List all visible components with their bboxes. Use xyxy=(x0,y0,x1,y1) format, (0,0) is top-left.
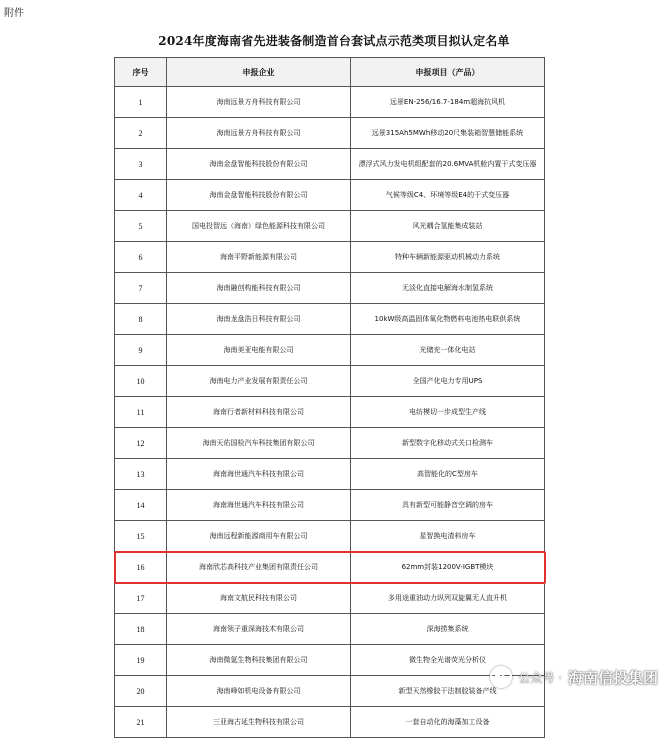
row-number: 5 xyxy=(115,211,167,242)
row-project: 一套自动化的海藻加工设备 xyxy=(351,707,545,738)
table-row xyxy=(115,335,545,366)
row-number: 18 xyxy=(115,614,167,645)
document-title: 2024年度海南省先进装备制造首台套试点示范类项目拟认定名单 xyxy=(158,34,510,48)
row-company: 海南峰如机电设备有限公司 xyxy=(167,676,351,707)
row-number: 16 xyxy=(115,552,167,583)
row-company: 海南海世通汽车科技有限公司 xyxy=(167,459,351,490)
watermark-prefix: 公众号 · xyxy=(518,670,562,685)
row-company: 海南海世通汽车科技有限公司 xyxy=(167,490,351,521)
table-row xyxy=(115,676,545,707)
table-row xyxy=(115,180,545,211)
table-row xyxy=(115,645,545,676)
row-project: 气候等级C4、环境等级E4的干式变压器 xyxy=(351,180,545,211)
table-row xyxy=(115,149,545,180)
table-row xyxy=(115,397,545,428)
row-company: 海南领子重深海技术有限公司 xyxy=(167,614,351,645)
row-project: 漂浮式风力发电机组配套的20.6MVA机舱内置干式变压器 xyxy=(351,149,545,180)
row-number: 19 xyxy=(115,645,167,676)
row-project: 风光耦合氢能集成装站 xyxy=(351,211,545,242)
row-number: 4 xyxy=(115,180,167,211)
row-company: 国电投智远（海南）绿色能源科技有限公司 xyxy=(167,211,351,242)
row-number: 15 xyxy=(115,521,167,552)
row-number: 21 xyxy=(115,707,167,738)
row-number: 20 xyxy=(115,676,167,707)
table-row xyxy=(115,614,545,645)
table-row xyxy=(115,707,545,738)
table-row xyxy=(115,521,545,552)
row-company: 海南微氪生物科技集团有限公司 xyxy=(167,645,351,676)
table-row xyxy=(115,242,545,273)
wechat-icon xyxy=(490,666,512,688)
row-company: 海南龙盘浩日科技有限公司 xyxy=(167,304,351,335)
row-project: 高智能化的C型房车 xyxy=(351,459,545,490)
row-project: 光储充一体化电站 xyxy=(351,335,545,366)
row-number: 13 xyxy=(115,459,167,490)
row-project: 远景315Ah5MWh移动20尺集装箱智慧储能系统 xyxy=(351,118,545,149)
table-row xyxy=(115,459,545,490)
row-project: 微生物全光谱荧光分析仪 xyxy=(351,645,545,676)
row-number: 8 xyxy=(115,304,167,335)
row-company: 海南融创构能科技有限公司 xyxy=(167,273,351,304)
table-row xyxy=(115,211,545,242)
row-number: 6 xyxy=(115,242,167,273)
row-project: 新型天然橡胶干法制胶装备产线 xyxy=(351,676,545,707)
table-row xyxy=(115,118,545,149)
header-project: 申报项目（产品） xyxy=(351,58,545,87)
row-company: 海南远景方舟科技有限公司 xyxy=(167,87,351,118)
table-row xyxy=(115,366,545,397)
table-row xyxy=(115,583,545,614)
row-number: 7 xyxy=(115,273,167,304)
row-number: 12 xyxy=(115,428,167,459)
watermark xyxy=(490,666,658,688)
row-project: 具有新型可能静音空调的房车 xyxy=(351,490,545,521)
header-number: 序号 xyxy=(115,58,167,87)
row-company: 海南远程新能源商用车有限公司 xyxy=(167,521,351,552)
row-project: 星智换电渣料房车 xyxy=(351,521,545,552)
row-number: 10 xyxy=(115,366,167,397)
row-company: 海南文航民科技有限公司 xyxy=(167,583,351,614)
row-number: 2 xyxy=(115,118,167,149)
row-number: 14 xyxy=(115,490,167,521)
row-company: 海南天佑国检汽车科技集团有限公司 xyxy=(167,428,351,459)
row-number: 9 xyxy=(115,335,167,366)
row-project: 全国产化电力专用UPS xyxy=(351,366,545,397)
row-project: 无淡化直接电解海水制氢系统 xyxy=(351,273,545,304)
row-project: 特种车辆新能源驱动机械动力系统 xyxy=(351,242,545,273)
row-company: 海南远景方舟科技有限公司 xyxy=(167,118,351,149)
watermark-name: 海南信投集团 xyxy=(567,668,658,687)
row-number: 11 xyxy=(115,397,167,428)
row-company: 海南金盘智能科技股份有限公司 xyxy=(167,149,351,180)
row-project: 深海捞集系统 xyxy=(351,614,545,645)
row-company: 海南欣芯高科技产业集团有限责任公司 xyxy=(167,552,351,583)
row-project: 远景EN-256/16.7-184m超海抗风机 xyxy=(351,87,545,118)
row-project: 多用途重油动力纵列双旋翼无人直升机 xyxy=(351,583,545,614)
row-company: 海南行者新材料科技有限公司 xyxy=(167,397,351,428)
table-row xyxy=(115,87,545,118)
row-project: 62mm封装1200V-IGBT模块 xyxy=(351,552,545,583)
attachment-label: 附件 xyxy=(4,8,24,19)
row-project: 电纺模切一步成型生产线 xyxy=(351,397,545,428)
table-header-row xyxy=(115,58,545,87)
row-company: 海南平野新能源有限公司 xyxy=(167,242,351,273)
row-number: 17 xyxy=(115,583,167,614)
row-project: 新型数字化移动式关口检测车 xyxy=(351,428,545,459)
row-company: 三亚海古延生物科技有限公司 xyxy=(167,707,351,738)
table-row xyxy=(115,428,545,459)
table-row xyxy=(115,273,545,304)
row-number: 3 xyxy=(115,149,167,180)
table-row xyxy=(115,304,545,335)
row-number: 1 xyxy=(115,87,167,118)
row-project: 10kW级高温固体氧化物燃料电池热电联供系统 xyxy=(351,304,545,335)
row-company: 海南金盘智能科技股份有限公司 xyxy=(167,180,351,211)
table-row xyxy=(115,552,545,583)
row-company: 海南美亚电能有限公司 xyxy=(167,335,351,366)
header-company: 申报企业 xyxy=(167,58,351,87)
row-company: 海南电力产业发展有限责任公司 xyxy=(167,366,351,397)
table-row xyxy=(115,490,545,521)
project-list-table xyxy=(114,57,545,738)
